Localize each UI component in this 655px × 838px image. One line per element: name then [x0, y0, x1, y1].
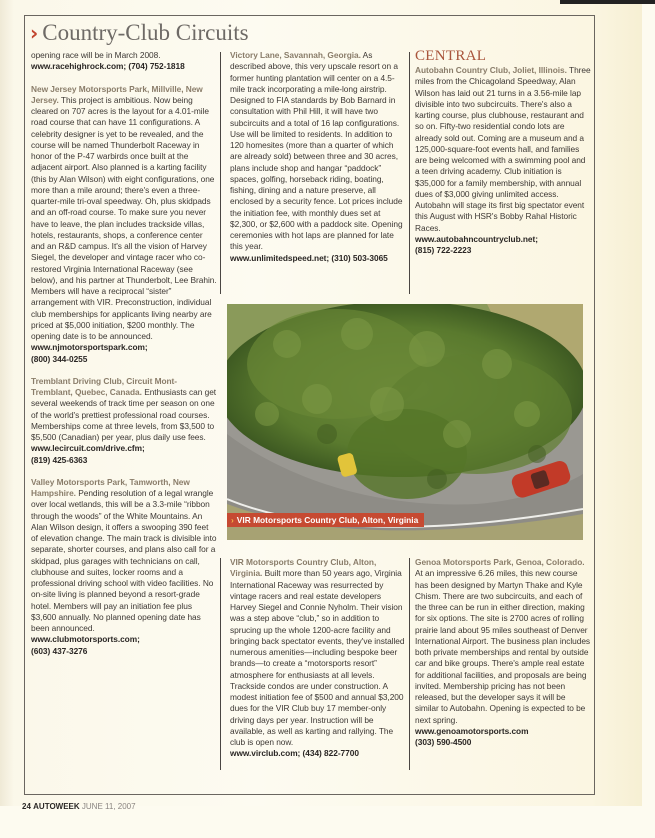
entry-head: Tremblant Driving Club, Circuit Mont-Tremblant, Quebec, Canada. — [31, 375, 178, 397]
entry-body: Enthusiasts can get several weekends of track time per season on one of the world's prettiest professional road courses. Memberships come at three levels, from $3,500 to $5,500 (Canadian) per year, plus daily use fees. — [31, 387, 217, 442]
entry-link[interactable]: www.njmotorsportspark.com; — [31, 342, 148, 353]
page-number: 24 — [22, 802, 31, 811]
column-2-top — [230, 50, 406, 264]
column-3-top — [415, 48, 591, 256]
column-1 — [31, 50, 217, 657]
column-divider — [409, 558, 410, 770]
entry-body: Built more than 50 years ago, Virginia International Raceway was resurrected by vintage racers and real estate developers Harvey Siegel and Connie Nyholm. Their vision was a step above “club,” so in addition to sprucing up the whole 1200-acre facility and bringing back spectator events, they've installed numerous amenities—including bespoke beer brands—to create a “motorsports resort” atmosphere for enthusiasts at all levels. Trackside condos are under construction. A modest initiation fee of $500 and annual $3,200 dues for the VIR Club buy 17 member-only driving days per year. Instruction will be available, as well as karting and rallying. The club is open now. — [230, 568, 405, 747]
chevron-right-icon: › — [231, 515, 234, 525]
entry-head: VIR Motorsports Country Club, Alton, Virginia. — [230, 557, 377, 579]
entry-link[interactable]: www.clubmotorsports.com; — [31, 634, 140, 645]
chevron-right-icon: › — [30, 21, 39, 45]
entry-phone: (800) 344-0255 — [31, 353, 88, 364]
entry-body: This project is ambitious. Now being cleared on 707 acres is the layout for a 4.01-mile road course that can have 11 configurations. A celebrity designer is yet to be revealed, and the course will be named Thunderbolt Raceway in honor of the P-47 warbirds once built at the adjacent airport. Also planned is a karting facility (this by Alan Wilson) with eight configurations, one more than a mile around; there's even a three-quarter-mile tri-oval speedway. Oh, plus skidpads and an off-road course. To make sure you never have to leave, the plan includes trackside villas, hotels, restaurants, shops, a conference center and an R&D campus. It's all the vision of Harvey Siegel, the developer and vintage racer who co-restored Virginia International Raceway (see below), and his partner at Thunderbolt, Lee Brahin. Members will have a reciprocal “sister” arrangement with VIR. Preconstruction, individual club memberships for applicants living nearby are priced at $5,000 initiation, $200 monthly. The opening date is to be announced. — [31, 94, 217, 341]
page-edge-shadow — [560, 0, 655, 4]
entry-body: As described above, this very upscale resort on a former hunting plantation will center on a 4.5-mile track incorporating a mile-long airstrip. Designed to FIA standards by Bob Barnard in consultation with Phil Hill, it will have two subcircuits and a total of 16 lap configurations. Use will be limited to residents. In addition to 120 homesites (more than a quarter of which are already sold) between three and 30 acres, plans include shop and hangar “paddock” spaces, golfing, horseback riding, boating, fishing, dining and a nature preserve, all enclosed by a security fence. Lot prices include the initiation fee, with monthly dues set at $2,300, or $2,600 with a paddock site. Opening ceremonies with hot laps are planned for late this year. — [230, 50, 403, 252]
racehighrock-link[interactable]: www.racehighrock.com; (704) 752-1818 — [31, 61, 185, 72]
page-footer — [22, 802, 136, 811]
entry-phone: (815) 722-2223 — [415, 245, 472, 255]
intro-text: opening race will be in March 2008. — [31, 50, 161, 60]
entry-link[interactable]: www.genoamotorsports.com — [415, 725, 529, 736]
entry-tremblant — [31, 376, 217, 466]
entry-link[interactable]: www.autobahncountryclub.net; — [415, 233, 538, 244]
entry-nj-motorsports-park — [31, 84, 217, 365]
issue-date: JUNE 11, 2007 — [81, 802, 136, 811]
entry-head: Genoa Motorsports Park, Genoa, Colorado. — [415, 557, 585, 567]
vir-aerial-photo — [227, 304, 583, 540]
entry-head: New Jersey Motorsports Park, Millville, New Jersey. — [31, 83, 203, 105]
entry-phone: (603) 437-3276 — [31, 645, 88, 656]
entry-link[interactable]: www.unlimitedspeed.net; (310) 503-3065 — [230, 252, 388, 263]
entry-link[interactable]: www.virclub.com; (434) 822-7700 — [230, 748, 359, 759]
column-divider — [220, 558, 221, 770]
entry-link[interactable]: www.lecircuit.com/drive.cfm; — [31, 443, 145, 454]
entry-body: At an impressive 6.26 miles, this new course has been designed by Martyn Thake and Kyle Chism. There are two subcircuits, and each of the three can be run in either direction, making for six options. The site is 2700 acres of rolling prairie land about 95 miles southeast of Denver International Airport. The business plan includes both private memberships and rental by outside car and bike groups. There's ample real estate for additional facilities, and proposals are being invited. Membership pricing has not been released, but the developer says it will be similar to Autobahn. Opening is expected to be next spring. — [415, 568, 591, 725]
entry-body: Pending resolution of a legal wrangle over local wetlands, this will be a 3.3-mile “ribbon through the woods” of the White Mountains. An Alan Wilson design, it offers a swooping 390 feet of elevation change. The main track is divisible into separate, shorter courses, and plans also call for a skidpad, plus garages with technicians on call, clubhouse and suites, locker rooms and a professional driving school with video facilities. No on-site living is planned beyond a resort-grade hotel. Members will pay an initiation fee plus $3,600 annually. No planned opening date has been announced. — [31, 488, 217, 633]
photo-caption-text: VIR Motorsports Country Club, Alton, Virginia — [236, 515, 419, 525]
column-divider — [220, 52, 221, 294]
column-2-bottom — [230, 557, 406, 760]
column-3-bottom — [415, 557, 591, 748]
article-title — [30, 20, 249, 46]
entry-head: Victory Lane, Savannah, Georgia. — [230, 50, 361, 60]
entry-phone: (819) 425-6363 — [31, 454, 88, 465]
entry-phone: (303) 590-4500 — [415, 737, 472, 747]
entry-valley-motorsports — [31, 477, 217, 657]
aerial-track-image — [227, 304, 583, 540]
photo-caption — [227, 513, 424, 527]
magazine-name: AUTOWEEK — [33, 802, 80, 811]
entry-head: Valley Motorsports Park, Tamworth, New Hampshire. — [31, 476, 190, 498]
entry-head: Autobahn Country Club, Joliet, Illinois. — [415, 65, 567, 75]
column-divider — [409, 52, 410, 294]
article-title-text: Country-Club Circuits — [42, 20, 249, 45]
section-title-central: CENTRAL — [415, 48, 487, 64]
entry-body: Three miles from the Chicagoland Speedway, Alan Wilson has laid out 21 turns in a 3.56-mile lap divisible into two subcircuits. There's also a karting course, plus clubhouse, restaurant and so on. Fifty-two residential condo lots are already sold out. Coming are a museum and a 125,000-square-foot events hall, and families are being welcomed with a swimming pool and a teen driving academy. Club initiation is $35,000 for a family membership, with annual dues of $3,000 giving unlimited access. Autobahn will stage its first big spectator event this August with HSR's Bobby Rahal Historic Races. — [415, 65, 591, 233]
